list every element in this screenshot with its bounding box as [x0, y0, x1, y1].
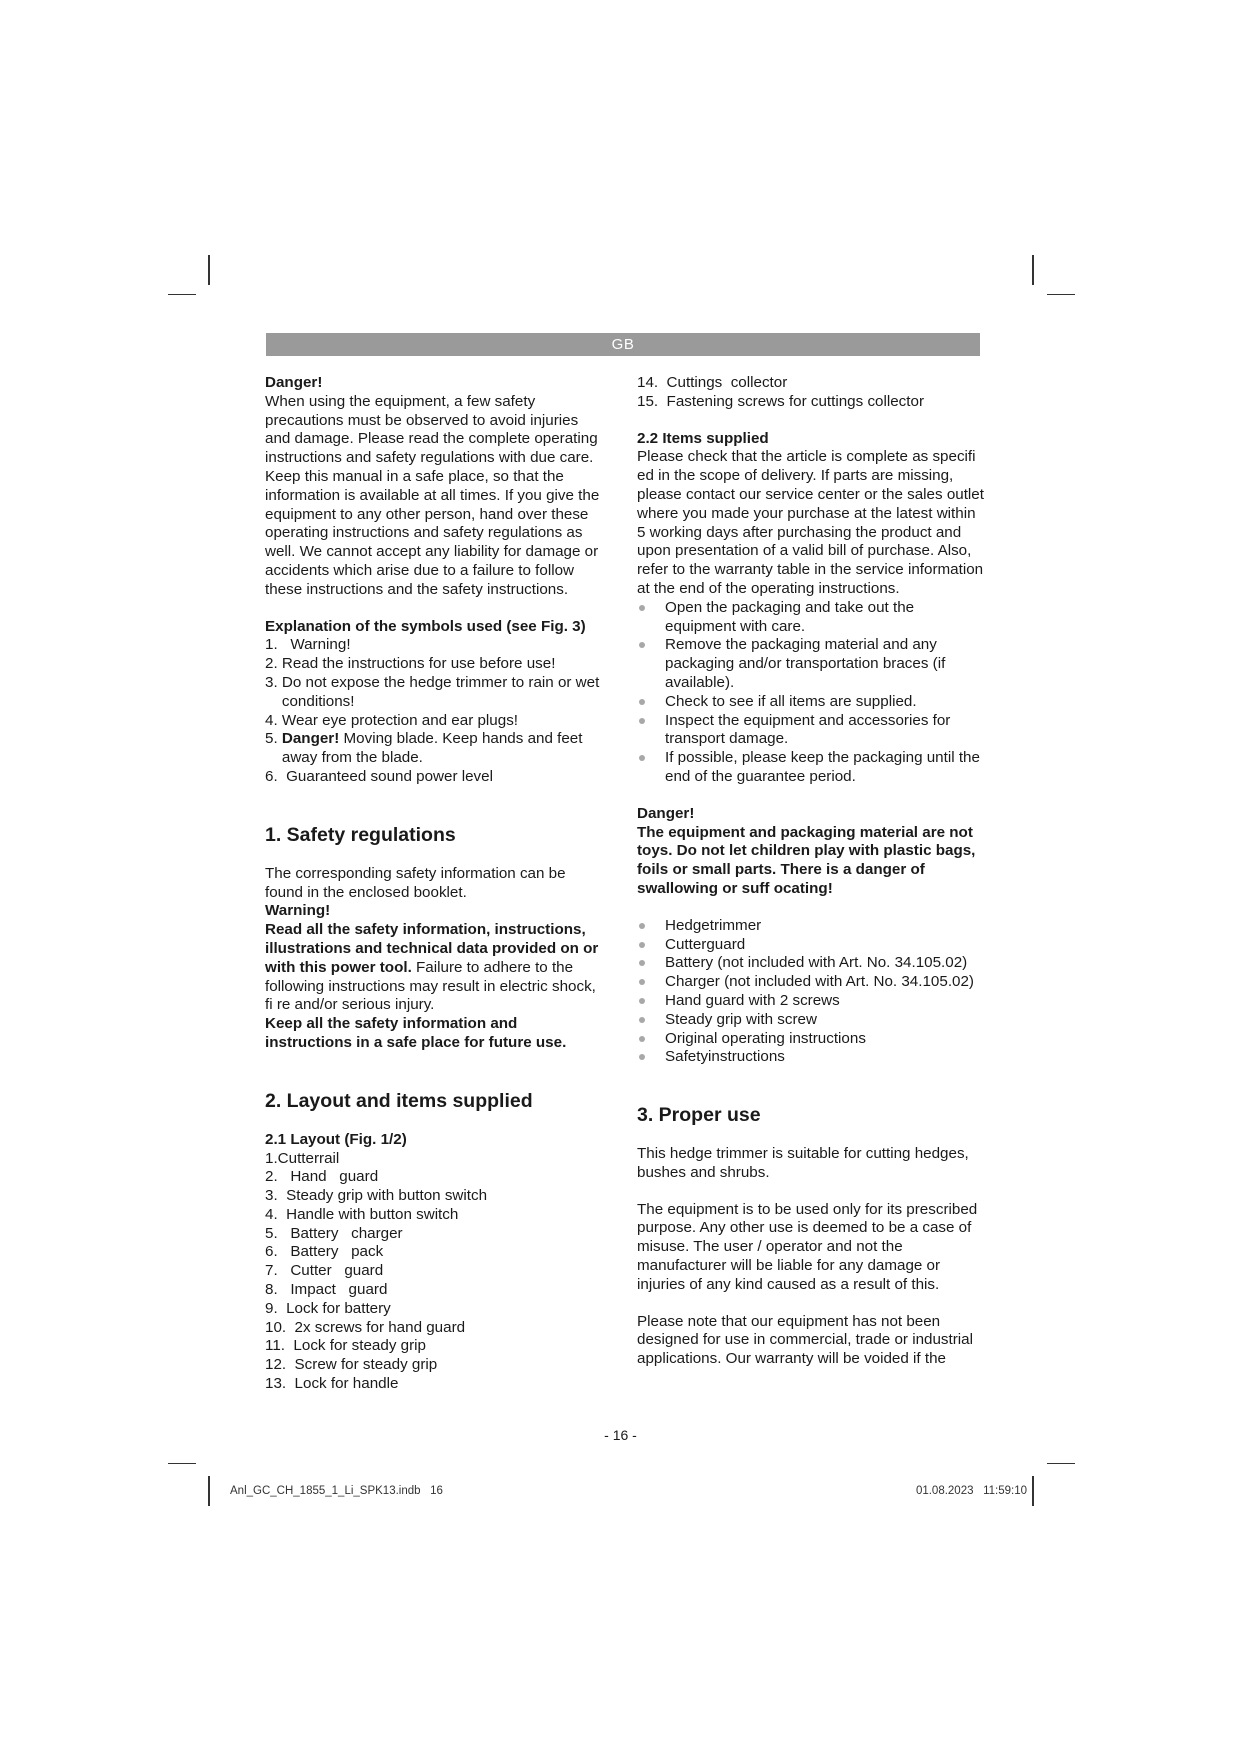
- list-item: Safetyinstructions: [637, 1048, 987, 1067]
- left-column: [265, 374, 605, 1394]
- crop-mark: [1047, 294, 1075, 295]
- list-item: 3. Steady grip with button switch: [265, 1187, 488, 1205]
- crop-mark: [168, 294, 196, 295]
- list-item: Charger (not included with Art. No. 34.105.02): [637, 973, 987, 992]
- section-2-title: 2. Layout and items supplied: [265, 1089, 533, 1112]
- list-item: 4. Wear eye protection and ear plugs!: [265, 711, 519, 729]
- list-item: 2. Read the instructions for use before use!: [265, 655, 556, 673]
- footer-timestamp: 01.08.2023 11:59:10: [915, 1485, 1027, 1497]
- list-item: Hedgetrimmer: [637, 917, 987, 936]
- list-item: Check to see if all items are supplied.: [637, 693, 987, 712]
- symbols-list: [265, 636, 605, 786]
- list-item: Open the packaging and take out the equipment with care.: [637, 599, 987, 637]
- section-2-2-text: Please check that the article is complete as specifi ed in the scope of delivery. If parts are missing, please contact our service center or the sales outlet where you made your purchase at the latest within 5 working days after purchasing the product and upon presentation of a valid bill of purchase. Also, refer to the warranty table in the service information at the end of the operating instructions.: [637, 448, 984, 597]
- list-item: Battery (not included with Art. No. 34.105.02): [637, 954, 987, 973]
- footer-filename: Anl_GC_CH_1855_1_Li_SPK13.indb 16: [230, 1485, 443, 1497]
- keep-safety-note: Keep all the safety information and instructions in a safe place for future use.: [265, 1015, 567, 1051]
- crop-mark: [1032, 1476, 1034, 1506]
- list-item: 4. Handle with button switch: [265, 1205, 459, 1223]
- layout-list-continued: [637, 374, 987, 412]
- section-3-paragraph: Please note that our equipment has not been designed for use in commercial, trade or industrial applications. Our warranty will be voided if the: [637, 1312, 973, 1368]
- warning-paragraph: Read all the safety information, instructions, illustrations and technical data provided on or with this power tool. Failure to adhere to the following instructions may result in electric shock, fi re and/or serious injury.: [265, 921, 599, 1014]
- section-2-2-title: 2.2 Items supplied: [637, 429, 769, 447]
- section-1-text: The corresponding safety information can be found in the enclosed booklet.: [265, 864, 566, 901]
- crop-mark: [1032, 255, 1034, 285]
- page-number: - 16 -: [604, 1427, 637, 1443]
- warning-heading: Warning!: [265, 902, 331, 920]
- list-item: 11. Lock for steady grip: [265, 1337, 426, 1355]
- list-item: Hand guard with 2 screws: [637, 992, 987, 1011]
- list-item: 9. Lock for battery: [265, 1299, 391, 1317]
- crop-mark: [168, 1463, 196, 1464]
- list-item: 6. Guaranteed sound power level: [265, 767, 493, 785]
- list-item: 1. Warning!: [265, 636, 351, 654]
- symbols-heading: Explanation of the symbols used (see Fig. 3): [265, 617, 586, 635]
- section-1-title: 1. Safety regulations: [265, 823, 456, 846]
- section-3-title: 3. Proper use: [637, 1104, 761, 1127]
- danger-heading: Danger!: [265, 374, 323, 391]
- list-item: 13. Lock for handle: [265, 1375, 399, 1393]
- list-item: Cutterguard: [637, 936, 987, 955]
- list-item: 12. Screw for steady grip: [265, 1356, 438, 1374]
- list-item: Steady grip with screw: [637, 1011, 987, 1030]
- list-item: Inspect the equipment and accessories for transport damage.: [637, 712, 987, 750]
- list-item: 7. Cutter guard: [265, 1262, 384, 1280]
- list-item: 5. Battery charger: [265, 1224, 403, 1242]
- list-item: 3. Do not expose the hedge trimmer to rain or wet conditions!: [265, 673, 600, 710]
- danger-paragraph: The equipment and packaging material are not toys. Do not let children play with plastic bags, foils or small parts. There is a danger of swallowing or suff ocating!: [637, 823, 976, 897]
- list-item: 14. Cuttings collector: [637, 374, 788, 391]
- danger-paragraph: When using the equipment, a few safety precautions must be observed to avoid injuries and damage. Please read the complete operating instructions and safety regulations with due care. Keep this manual in a safe place, so that the information is available at all times. If you give the equipment to any other person, hand over these operating instructions and safety regulations as well. We cannot accept any liability for damage or accidents which arise due to a failure to follow these instructions and the safety instructions.: [265, 392, 600, 598]
- danger-heading: Danger!: [637, 804, 695, 822]
- unpacking-steps: [637, 599, 987, 787]
- list-item: 2. Hand guard: [265, 1168, 379, 1186]
- crop-mark: [208, 1476, 210, 1506]
- list-item: 5. Danger! Moving blade. Keep hands and feet away from the blade.: [265, 730, 583, 767]
- supplied-items-list: [637, 917, 987, 1067]
- list-item: 8. Impact guard: [265, 1281, 388, 1299]
- crop-mark: [208, 255, 210, 285]
- list-item: 1.Cutterrail: [265, 1149, 340, 1167]
- list-item: If possible, please keep the packaging until the end of the guarantee period.: [637, 749, 987, 787]
- list-item: 6. Battery pack: [265, 1243, 384, 1261]
- list-item: Remove the packaging material and any packaging and/or transportation braces (if available).: [637, 636, 987, 692]
- section-3-paragraph: The equipment is to be used only for its prescribed purpose. Any other use is deemed to be a case of misuse. The user / operator and not the manufacturer will be liable for any damage or injuries of any kind caused as a result of this.: [637, 1200, 978, 1293]
- section-3-paragraph: This hedge trimmer is suitable for cutting hedges, bushes and shrubs.: [637, 1145, 969, 1181]
- list-item: 15. Fastening screws for cuttings collector: [637, 392, 924, 410]
- section-2-1-title: 2.1 Layout (Fig. 1/2): [265, 1130, 407, 1148]
- crop-mark: [1047, 1463, 1075, 1464]
- right-column: [637, 374, 987, 1369]
- language-header: GB: [266, 333, 980, 356]
- list-item: 10. 2x screws for hand guard: [265, 1318, 466, 1336]
- layout-list: [265, 1150, 605, 1394]
- list-item: Original operating instructions: [637, 1030, 987, 1049]
